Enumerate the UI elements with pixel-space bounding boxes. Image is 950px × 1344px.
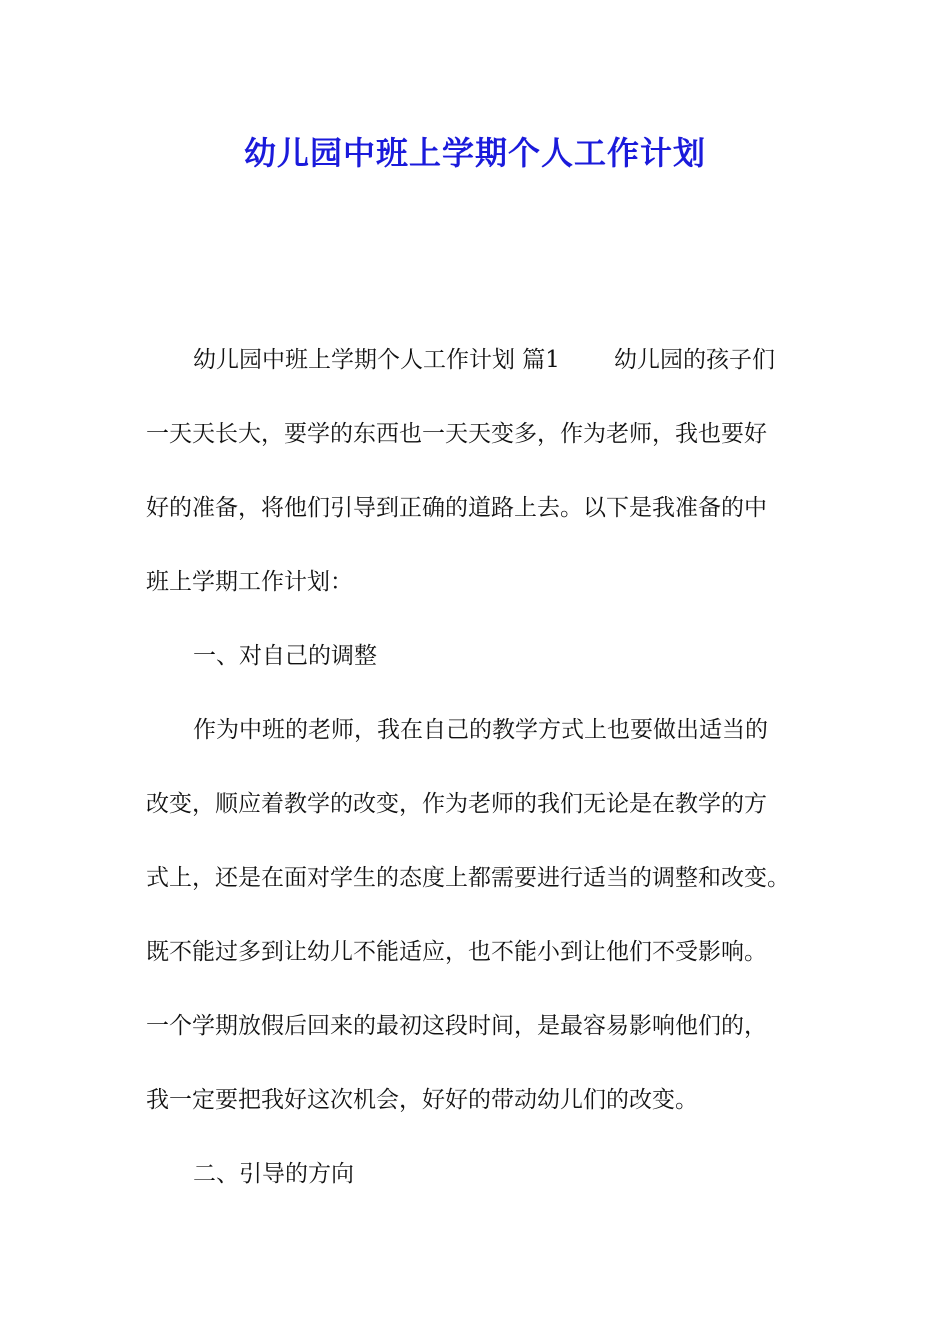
paragraph-2-line-2: 改变，顺应着教学的改变，作为老师的我们无论是在教学的方 [146, 791, 767, 817]
paragraph-1-text-start: 幼儿园的孩子们 [613, 347, 775, 373]
paragraph-2-line-3: 式上，还是在面对学生的态度上都需要进行适当的调整和改变。 [146, 865, 790, 891]
paragraph-1-line-3: 好的准备，将他们引导到正确的道路上去。以下是我准备的中 [146, 495, 767, 521]
section-2-heading: 二、引导的方向 [193, 1161, 354, 1187]
document-title: 幼儿园中班上学期个人工作计划 [243, 134, 706, 172]
section-1-heading: 一、对自己的调整 [193, 643, 377, 669]
paragraph-1-line-2: 一天天长大，要学的东西也一天天变多，作为老师，我也要好 [146, 421, 767, 447]
paragraph-2-line-1: 作为中班的老师，我在自己的教学方式上也要做出适当的 [193, 717, 768, 743]
paragraph-2-line-6: 我一定要把我好这次机会，好好的带动幼儿们的改变。 [146, 1087, 698, 1113]
paragraph-2-line-5: 一个学期放假后回来的最初这段时间，是最容易影响他们的， [146, 1013, 767, 1039]
paragraph-1-line-1 [193, 340, 775, 380]
paragraph-2-line-4: 既不能过多到让幼儿不能适应，也不能小到让他们不受影响。 [146, 939, 767, 965]
paragraph-1-line-4: 班上学期工作计划： [146, 569, 353, 595]
article-heading: 幼儿园中班上学期个人工作计划 篇1 [193, 347, 560, 373]
